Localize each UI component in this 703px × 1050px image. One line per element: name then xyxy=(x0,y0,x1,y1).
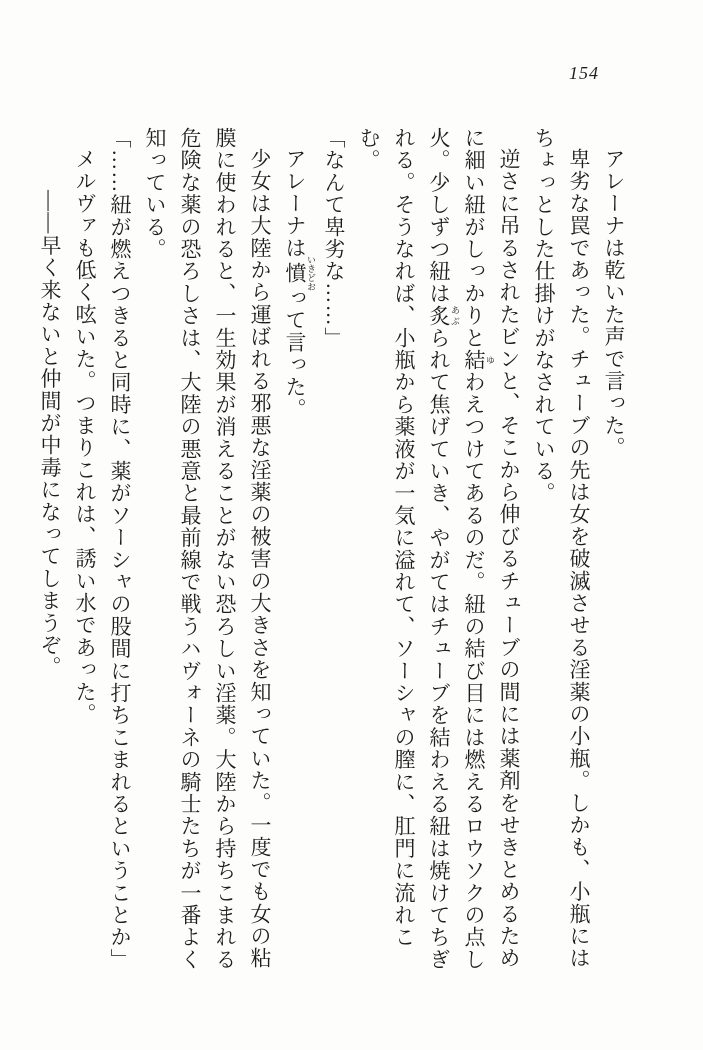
furigana-reading: ゆ xyxy=(485,349,495,372)
furigana-base: 結 ゆ xyxy=(462,349,495,372)
text-block xyxy=(32,127,631,972)
page-number: 154 xyxy=(569,63,599,83)
furigana-base: 憤 いきどお xyxy=(283,255,316,291)
paragraph: ――早く来ないと仲間が中毒になってしまうぞ。 xyxy=(38,190,62,679)
paragraph: 卑劣な罠であった。チューブの先は女を破滅させる淫薬の小瓶。しかも、小瓶にはちょっとした仕掛けがなされている。 xyxy=(532,127,591,970)
paragraph: 少女は大陸から運ばれる邪悪な淫薬の被害の大きさを知っていた。一度でも女の粘膜に使われると、一生効果が消えることがない恐ろしい淫薬。大陸から持ちこまれる危険な薬の恐ろしさは、大陸の悪意と最前線で戦うハヴォーネの騎士たちが一番よく知っている。 xyxy=(143,127,272,971)
paragraph: 逆さに吊るされたビンと、そこから伸びるチューブの間には薬剤をせきとめるために細い紐がしっかりと結 ゆわえつけてあるのだ。紐の結び目には燃えるロウソクの点し火。少しずつ紐は炙 あぶられて焦げていき、やがてはチューブを結わえる紐は焼けてちぎれる。そうなれば、小瓶から薬液が一気に溢れて、ソーシャの膣に、肛門に流れこむ。 xyxy=(357,127,521,971)
paragraph: メルヴァも低く呟いた。つまりこれは、誘い水であった。 xyxy=(73,148,97,726)
paragraph: アレーナは憤 いきどおって言った。 xyxy=(283,148,316,421)
paragraph: 「なんて卑劣な……」 xyxy=(322,127,346,349)
furigana-base: 炙 あぶ xyxy=(427,304,460,327)
paragraph: 「……紐が燃えつきると同時に、薬がソーシャの股間に打ちこまれるということか」 xyxy=(108,127,132,971)
furigana-reading: あぶ xyxy=(450,304,460,327)
furigana-reading: いきどお xyxy=(306,255,316,291)
paragraph: アレーナは乾いた声で言った。 xyxy=(602,148,626,459)
